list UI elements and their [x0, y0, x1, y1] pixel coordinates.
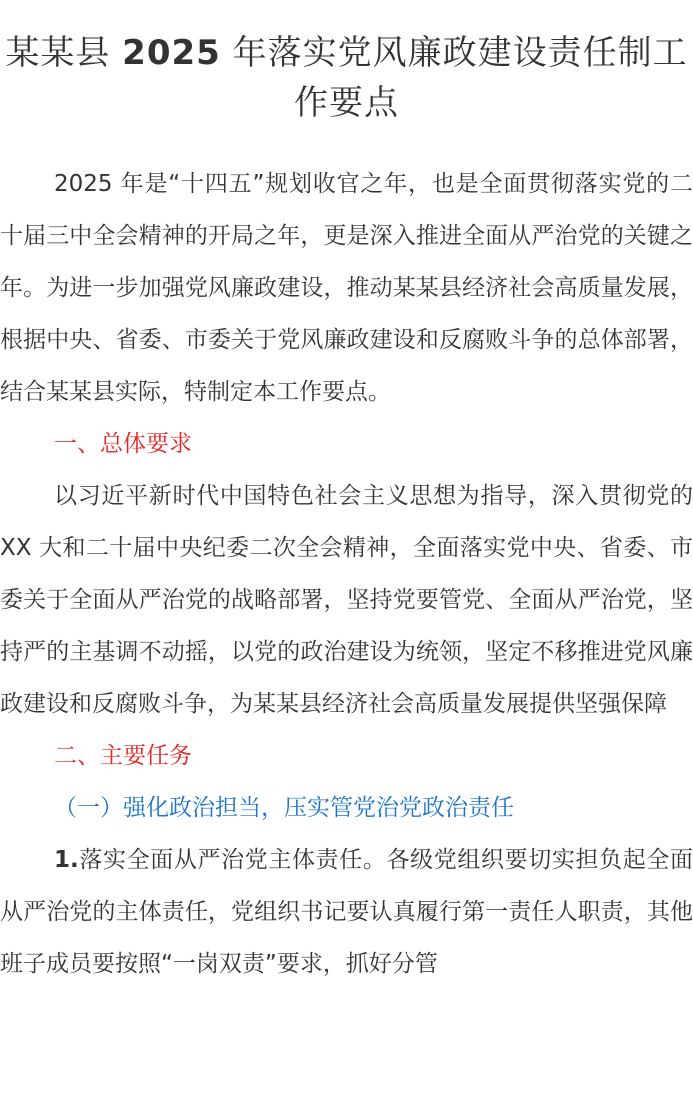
document-title	[0, 0, 693, 128]
subsection-heading-political-responsibility: （一）强化政治担当，压实管党治党政治责任	[54, 795, 514, 821]
task-item-1-text: 落实全面从严治党主体责任。各级党组织要切实担负起全面从严治党的主体责任，党组织书记要认真履行第一责任人职责，其他班子成员要按照“一岗双责”要求，抓好分管	[0, 847, 693, 977]
title-year: 2025	[122, 33, 221, 73]
task-item-1-number: 1.	[54, 847, 79, 873]
intro-paragraph: 2025 年是“十四五”规划收官之年，也是全面贯彻落实党的二十届三中全会精神的开局之年，更是深入推进全面从严治党的关键之年。为进一步加强党风廉政建设，推动某某县经济社会高质量发展，根据中央、省委、市委关于党风廉政建设和反腐败斗争的总体部署，结合某某县实际，特制定本工作要点。	[0, 171, 693, 405]
title-prefix: 某某县	[5, 33, 123, 73]
document-body	[0, 158, 693, 990]
section-heading-overall-requirements: 一、总体要求	[54, 431, 192, 457]
title-rest: 年落实党风廉政建设责任制工作要点	[220, 33, 688, 123]
section-overall-requirements-body: 以习近平新时代中国特色社会主义思想为指导，深入贯彻党的 XX 大和二十届中央纪委二次全会精神，全面落实党中央、省委、市委关于全面从严治党的战略部署，坚持党要管党、全面从严治党，坚持严的主基调不动摇，以党的政治建设为统领，坚定不移推进党风廉政建设和反腐败斗争，为某某县经济社会高质量发展提供坚强保障	[0, 483, 693, 717]
section-heading-main-tasks: 二、主要任务	[54, 743, 192, 769]
task-item-1	[0, 834, 693, 990]
